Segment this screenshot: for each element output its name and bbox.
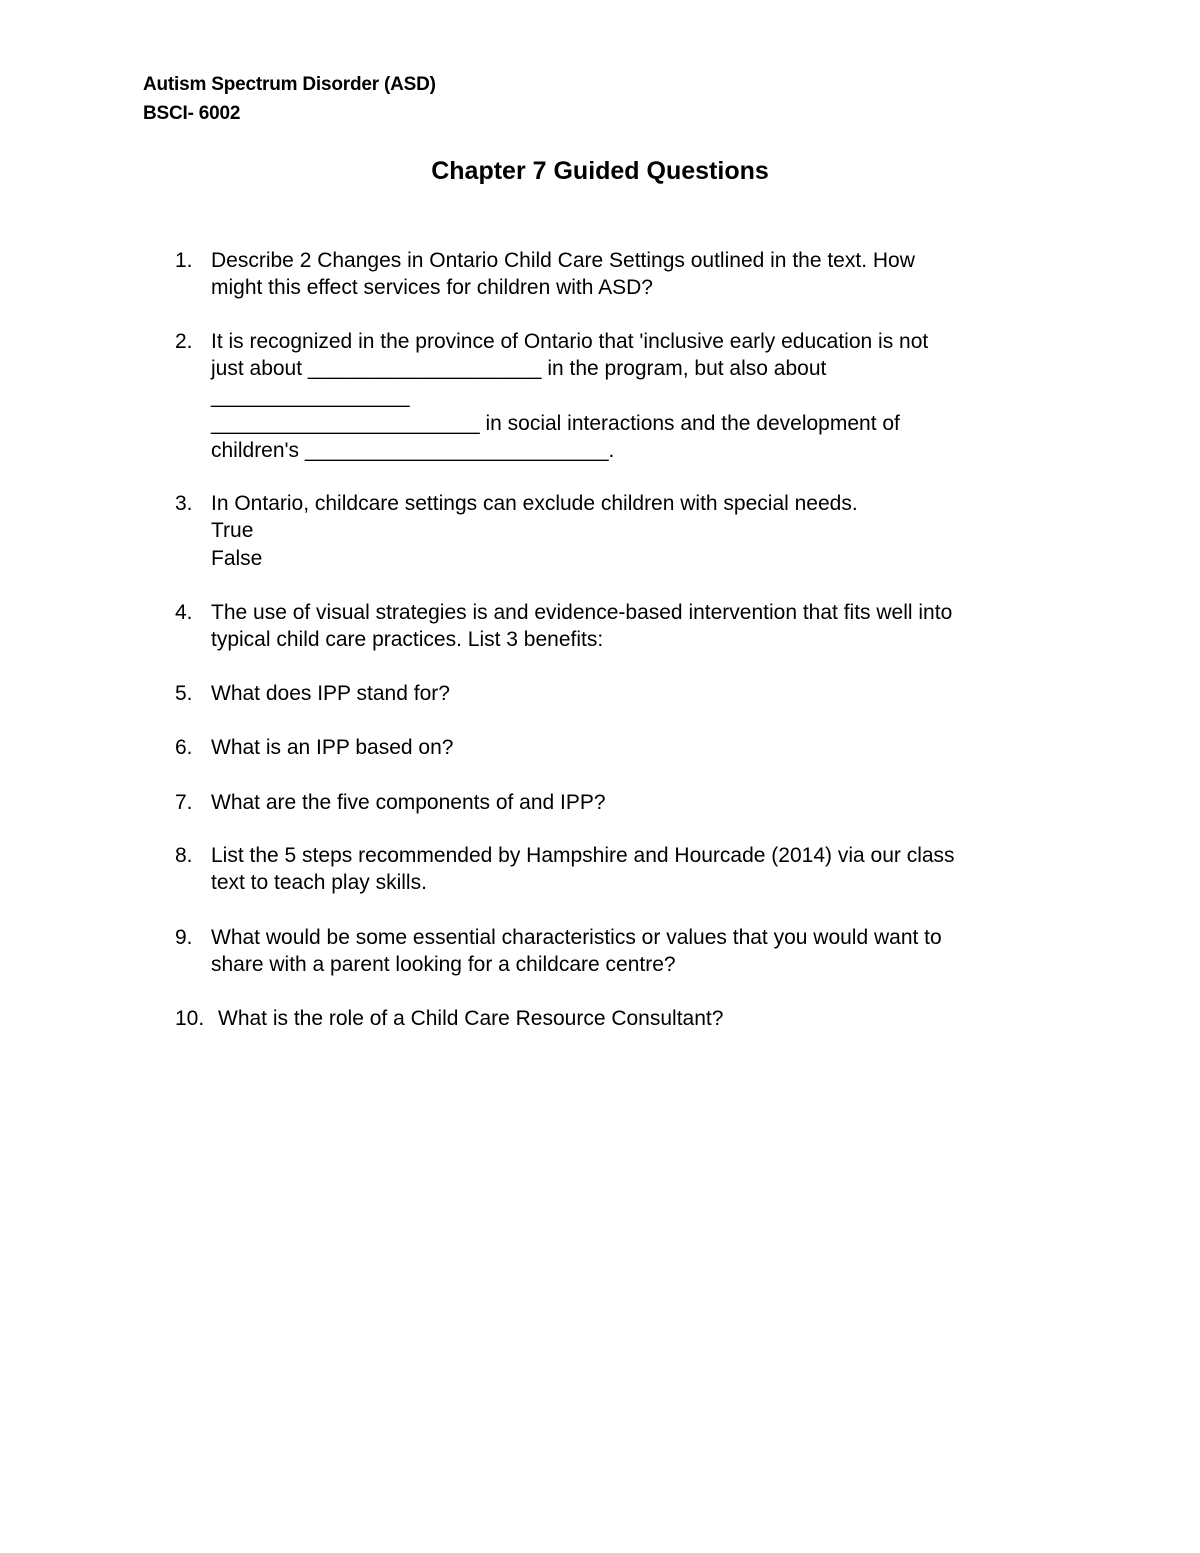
question-text xyxy=(211,842,1075,897)
question-number: 4. xyxy=(175,601,193,624)
question-text xyxy=(211,328,1075,464)
question-line: text to teach play skills. xyxy=(211,871,427,895)
question-line: What are the five components of and IPP? xyxy=(211,791,606,814)
page-title: Chapter 7 Guided Questions xyxy=(431,157,769,185)
question-text xyxy=(218,1005,1082,1032)
question-text xyxy=(211,789,1075,816)
question-number: 6. xyxy=(175,736,193,759)
question-text xyxy=(211,680,1075,707)
question-line: children's __________________________. xyxy=(211,439,615,463)
question-line: might this effect services for children with ASD? xyxy=(211,276,653,300)
question-number: 7. xyxy=(175,791,193,814)
question-number: 8. xyxy=(175,844,193,867)
question-line: In Ontario, childcare settings can exclude children with special needs. xyxy=(211,492,858,515)
question-line: What is an IPP based on? xyxy=(211,736,454,759)
question-number: 10. xyxy=(175,1007,205,1030)
question-line: _______________________ in social interactions and the development of xyxy=(211,411,900,435)
course-code: BSCI- 6002 xyxy=(143,103,241,124)
question-line: Describe 2 Changes in Ontario Child Care Settings outlined in the text. How xyxy=(211,249,915,272)
question-number: 5. xyxy=(175,682,193,705)
answer-option-true: True xyxy=(211,519,254,543)
question-line: What is the role of a Child Care Resource Consultant? xyxy=(218,1007,724,1030)
question-text xyxy=(211,924,1075,979)
question-line: What does IPP stand for? xyxy=(211,682,450,705)
question-line: What would be some essential characteristics or values that you would want to xyxy=(211,926,942,949)
question-number: 3. xyxy=(175,492,193,515)
question-line: just about ____________________ in the program, but also about xyxy=(211,357,827,381)
question-number: 2. xyxy=(175,330,193,353)
question-line: share with a parent looking for a childcare centre? xyxy=(211,953,676,977)
question-text xyxy=(211,734,1075,761)
question-line: List the 5 steps recommended by Hampshire and Hourcade (2014) via our class xyxy=(211,844,955,867)
question-number: 9. xyxy=(175,926,193,949)
course-name: Autism Spectrum Disorder (ASD) xyxy=(143,74,436,95)
question-line: _________________ xyxy=(211,384,410,408)
question-line: It is recognized in the province of Ontario that 'inclusive early education is not xyxy=(211,330,929,353)
question-line: typical child care practices. List 3 benefits: xyxy=(211,628,604,652)
question-text xyxy=(211,247,1075,302)
answer-option-false: False xyxy=(211,546,263,570)
question-text xyxy=(211,599,1075,654)
document-header xyxy=(143,70,436,128)
question-line: The use of visual strategies is and evidence-based intervention that fits well into xyxy=(211,601,953,624)
question-number: 1. xyxy=(175,249,193,272)
question-text xyxy=(211,490,1075,572)
